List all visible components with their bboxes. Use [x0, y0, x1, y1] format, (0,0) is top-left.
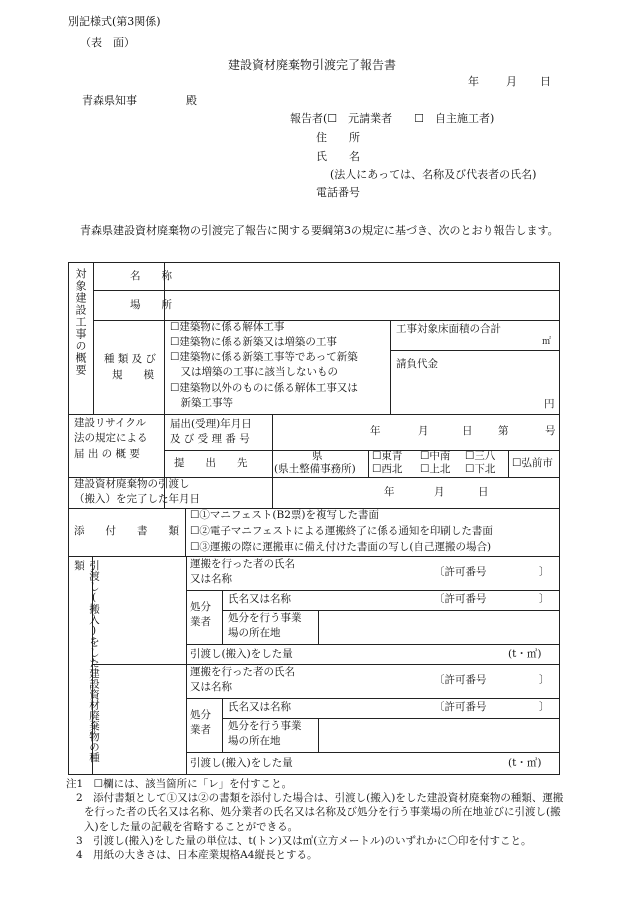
- disposer-permit-b: 〔許可番号 〕: [434, 701, 550, 713]
- office-johoku[interactable]: ☐上北: [420, 463, 451, 475]
- attachment-1[interactable]: ☐①マニフェスト(B2票)を複写した書面: [190, 509, 379, 521]
- name-label: 氏 名: [316, 150, 360, 163]
- office-kahoku[interactable]: ☐下北: [465, 463, 496, 475]
- attachments-label: 添 付 書 類: [74, 525, 179, 537]
- carrier-label-b-2: 又は名称: [190, 681, 232, 693]
- intro-text: 青森県建設資材廃棄物の引渡完了報告に関する要綱第3の規定に基づき、次のとおり報告します。: [80, 224, 559, 237]
- completion-day: 日: [478, 486, 489, 498]
- addressee: 青森県知事: [82, 94, 137, 107]
- notice-month: 月: [418, 425, 429, 437]
- notice-no-prefix: 第: [498, 425, 509, 437]
- project-place-label: 場 所: [130, 299, 172, 311]
- type-option-3[interactable]: ☐建築物に係る新築工事等であって新築: [170, 351, 358, 363]
- notice-day: 日: [462, 425, 473, 437]
- contract-label: 請負代金: [396, 358, 438, 370]
- type-option-1[interactable]: ☐建築物に係る解体工事: [170, 321, 285, 333]
- carrier-permit-a: 〔許可番号 〕: [434, 566, 550, 578]
- disposer-label-b-2: 業者: [190, 724, 211, 736]
- project-name-label: 名 称: [130, 270, 172, 282]
- office-toso[interactable]: ☐東青: [372, 450, 403, 462]
- contract-unit: 円: [544, 398, 555, 410]
- attachment-3[interactable]: ☐③運搬の際に運搬車に備え付けた書面の写し(自己運搬の場合): [190, 541, 492, 553]
- amount-label-a: 引渡し(搬入)をした量: [190, 648, 293, 660]
- disposer-site-b-2: 場の所在地: [228, 735, 281, 747]
- completion-year: 年: [384, 486, 395, 498]
- office-seihoku[interactable]: ☐西北: [372, 463, 403, 475]
- honorific: 殿: [186, 94, 197, 107]
- name-note: (法人にあっては、名称及び代表者の氏名): [330, 168, 537, 181]
- floor-area-label: 工事対象床面積の合計: [396, 323, 501, 335]
- notice-date-label-1: 届出(受理)年月日: [170, 418, 252, 430]
- form-id: 別記様式(第3関係): [68, 15, 161, 28]
- reporter-line: 報告者(☐ 元請業者 ☐ 自主施工者): [290, 112, 495, 125]
- carrier-label-b-1: 運搬を行った者の氏名: [190, 666, 295, 678]
- carrier-permit-b: 〔許可番号 〕: [434, 674, 550, 686]
- phone-label: 電話番号: [316, 186, 360, 199]
- office-sanpachi[interactable]: ☐三八: [465, 450, 496, 462]
- disposer-site-a-1: 処分を行う事業: [228, 612, 302, 624]
- disposer-permit-a: 〔許可番号 〕: [434, 593, 550, 605]
- attachment-2[interactable]: ☐②電子マニフェストによる運搬終了に係る通知を印刷した書面: [190, 525, 493, 537]
- notice-date-label-2: 及 び 受 理 番 号: [170, 433, 250, 445]
- disposer-site-a-2: 場の所在地: [228, 627, 281, 639]
- type-option-4-cont: 新築工事等: [170, 397, 233, 409]
- disposer-site-b-1: 処分を行う事業: [228, 720, 302, 732]
- floor-area-unit: ㎡: [542, 337, 552, 347]
- date-day: 日: [540, 75, 551, 88]
- completion-label-1: 建設資材廃棄物の引渡し: [74, 478, 190, 490]
- disposer-label-a-2: 業者: [190, 616, 211, 628]
- amount-label-b: 引渡し(搬入)をした量: [190, 757, 293, 769]
- note-2: 2 添付書類として①又は②の書類を添付した場合は、引渡し(搬入)をした建設資材廃棄物の種類、運搬を行った者の氏名又は名称、処分業者の氏名又は名称及び処分を行う事業場の所在地並びに引渡し(搬入)をした量の記載を省略することができる。: [76, 792, 564, 833]
- notice-no-suffix: 号: [545, 425, 556, 437]
- completion-month: 月: [434, 486, 445, 498]
- destination-label: 提 出 先: [174, 457, 248, 469]
- notes: [66, 777, 566, 862]
- address-label: 住 所: [316, 131, 360, 144]
- date-year: 年: [468, 75, 479, 88]
- note-3: 3 引渡し(搬入)をした量の単位は、t(トン)又は㎥(立方メートル)のいずれかに〇印を付すこと。: [76, 834, 532, 847]
- completion-label-2: （搬入）を完了した年月日: [74, 493, 200, 505]
- disposer-label-b-1: 処分: [190, 709, 211, 721]
- recycle-label-line3: 届 出 の 概 要: [74, 448, 140, 460]
- section1-side-label: 対象建設工事の概要: [74, 268, 87, 376]
- type-option-2[interactable]: ☐建築物に係る新築又は増築の工事: [170, 336, 337, 348]
- note-1: 注1 ☐欄には、該当箇所に「レ」を付すこと。: [66, 778, 293, 790]
- disposer-name-label-a: 氏名又は名称: [228, 593, 291, 605]
- carrier-label-a-1: 運搬を行った者の氏名: [190, 558, 295, 570]
- carrier-label-a-2: 又は名称: [190, 573, 232, 585]
- type-option-3-cont: 又は増築の工事に該当しないもの: [170, 366, 338, 378]
- recycle-label-line2: 法の規定による: [74, 432, 148, 444]
- amount-unit-b: (t・㎥): [508, 757, 542, 769]
- type-option-4[interactable]: ☐建築物以外のものに係る解体工事又は: [170, 382, 358, 394]
- page-title: 建設資材廃棄物引渡完了報告書: [228, 58, 397, 72]
- recycle-label-line1: 建設リサイクル: [74, 417, 147, 429]
- prefecture: 県: [312, 450, 323, 462]
- note-4: 4 用紙の大きさは、日本産業規格A4縦長とする。: [76, 848, 318, 861]
- form-side: （表 面）: [80, 36, 135, 49]
- section5-side-label: 引渡し(搬入)をした建設資材廃棄物の種類: [73, 560, 100, 763]
- prefecture-office: (県土整備事務所): [274, 463, 356, 475]
- amount-unit-a: (t・㎥): [508, 648, 542, 660]
- office-chunan[interactable]: ☐中南: [420, 450, 451, 462]
- date-month: 月: [506, 75, 517, 88]
- notice-year: 年: [370, 425, 381, 437]
- disposer-label-a-1: 処分: [190, 601, 211, 613]
- office-hirosaki[interactable]: ☐弘前市: [512, 457, 553, 469]
- disposer-name-label-b: 氏名又は名称: [228, 701, 291, 713]
- type-label-2: 規 模: [112, 369, 154, 381]
- type-label-1: 種 類 及 び: [104, 353, 157, 365]
